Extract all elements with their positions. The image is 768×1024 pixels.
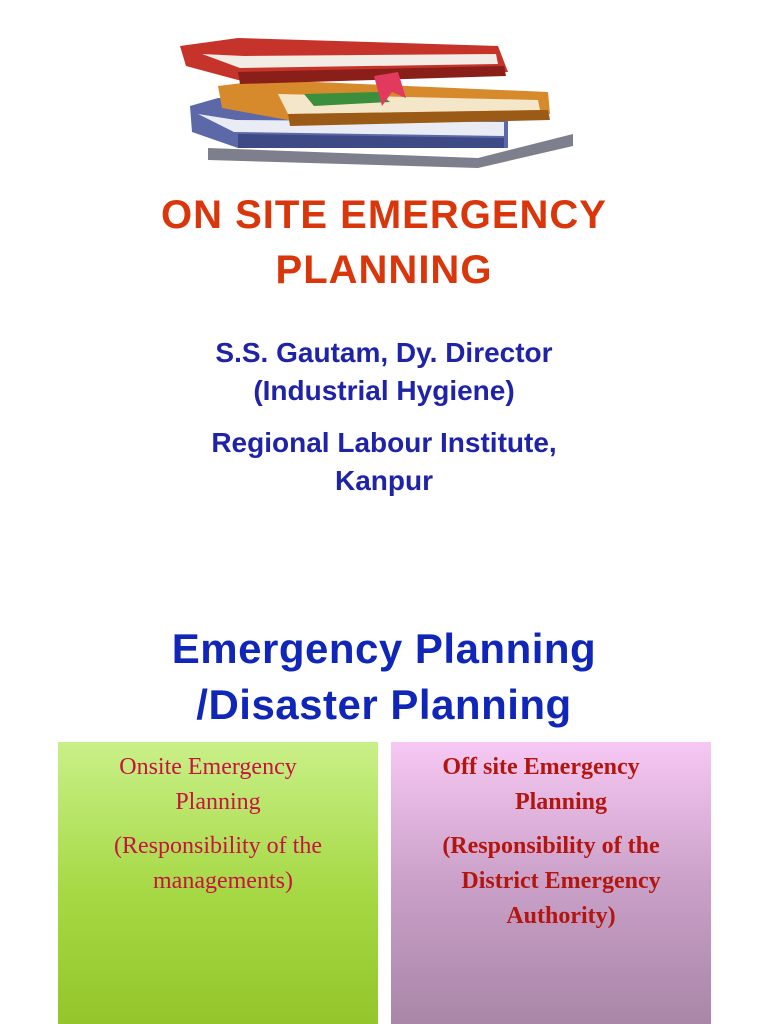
section-title-line-1: Emergency Planning (171, 625, 597, 672)
onsite-note (58, 829, 378, 899)
offsite-panel (391, 742, 711, 1024)
offsite-note-line-2: District Emergency (461, 868, 661, 894)
author-block (0, 334, 768, 410)
page-title (0, 188, 768, 298)
onsite-heading-line-1: Onsite Emergency (119, 754, 297, 780)
institute-city: Kanpur (335, 465, 433, 496)
onsite-note-line-1: (Responsibility of the (114, 833, 322, 859)
offsite-heading-line-2: Planning (514, 789, 608, 815)
onsite-panel (58, 742, 378, 1024)
onsite-note-line-2: managements) (153, 868, 293, 894)
author-name: S.S. Gautam, Dy. Director (215, 337, 553, 368)
section-title (0, 621, 768, 733)
institute-name: Regional Labour Institute, (211, 427, 557, 458)
onsite-heading-line-2: Planning (175, 789, 261, 815)
offsite-heading (391, 750, 711, 820)
onsite-heading (58, 750, 378, 820)
offsite-note-line-3: Authority) (506, 903, 616, 929)
offsite-heading-line-1: Off site Emergency (442, 754, 640, 780)
offsite-note (391, 829, 711, 934)
title-line-2: PLANNING (275, 248, 493, 292)
institute-block (0, 424, 768, 500)
author-department: (Industrial Hygiene) (253, 375, 515, 406)
title-line-1: ON SITE EMERGENCY (161, 193, 607, 237)
stack-of-books-icon (178, 36, 580, 168)
offsite-note-line-1: (Responsibility of the (442, 833, 660, 859)
section-title-line-2: /Disaster Planning (196, 681, 572, 728)
